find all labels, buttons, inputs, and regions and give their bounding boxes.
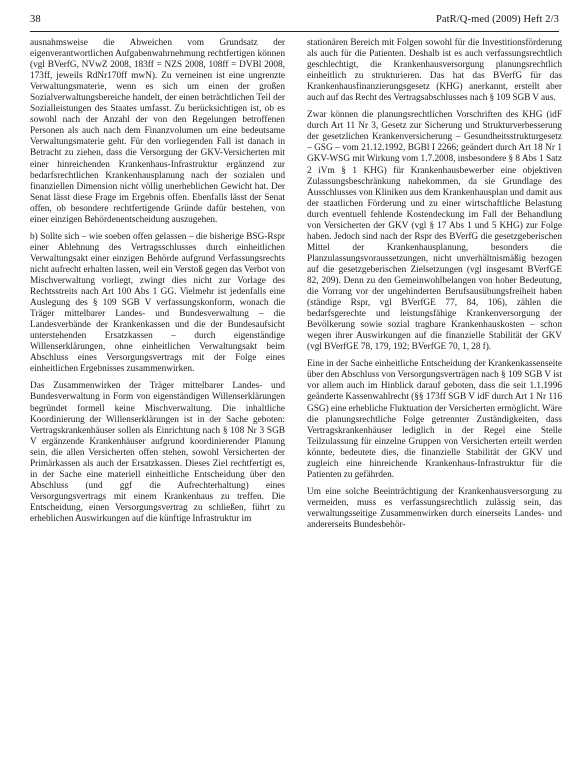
text-columns [30, 38, 562, 768]
paragraph: b) Sollte sich – wie soeben offen gelassen – die bisherige BSG-Rspr einer Ablehnung des Vertragsschlusses durch einheitlichen Verwaltungsakt einer einzigen Behörde aufgrund Verfassungsrechts nicht aufrecht erhalten lassen, weil ein Verstoß gegen das Verbot von Mischverwaltung vorliegt, zwingt dies nicht zur Vorlage des Rechtsstreits nach Art 100 Abs 1 GG. Vielmehr ist jedenfalls eine Auslegung des § 109 SGB V verfassungskonform, wonach die Träger mittelbarer Landes- und Bundesverwaltung – die Landesverbände der Krankenkassen und die der Bundesaufsicht unterstehenden Ersatzkassen – durch eigenständige Willenserklärungen, ohne einheitlichen Verwaltungsakt beim Abschluss eines Versorgungsvertrags mit der Folge eines einheitlichen Ergebnisses zusammenwirken. [30, 231, 285, 375]
paragraph: Um eine solche Beeinträchtigung der Krankenhausversorgung zu vermeiden, muss es verfassungsrechtlich zulässig sein, das verwaltungsseitige Zusammenwirken durch einerseits Landes- und andererseits Bundesbehör- [307, 486, 562, 530]
paragraph: stationären Bereich mit Folgen sowohl für die Investitionsförderung als auch für die Patienten. Deshalb ist es auch verfassungsrechtlich geschlechtigt, die Krankenhausversorgung planungsrechtlich einheitlich zu strukturieren. Das hat das BVerfG für das Krankenhausfinanzierungsgesetz (KHG) anerkannt, erstellt aber auch auf das Recht des Vertragsabschlusses nach § 109 SGB V aus. [307, 38, 562, 104]
journal-reference: PatR/Q-med (2009) Heft 2/3 [435, 14, 559, 25]
header-rule [30, 31, 559, 32]
left-column [30, 38, 285, 768]
paragraph: Eine in der Sache einheitliche Entscheidung der Krankenkassenseite über den Abschluss von Versorgungsverträgen nach § 109 SGB V ist vor allem auch im Hinblick darauf geboten, dass die seit 1.1.1996 geänderte Kassenwahlrecht (§§ 173ff SGB V idF durch Art 1 Nr 116 GSG) eine erhebliche Fluktuation der Versicherten ermöglicht. Wäre die planungsrechtliche Folge getrennter Zuständigkeiten, dass Vertragskrankenhäuser lediglich in der Regel eine Stelle Teilzulassung für einzelne Gruppen von Versicherten erteilt werden könnte, bedeutete dies, die finanzielle Stabilität der GKV und zugleich eine hinreichende Krankenhaus-Infrastruktur für die Patienten zu gefährden. [307, 359, 562, 480]
paragraph: ausnahmsweise die Abweichen vom Grundsatz der eigenverantwortlichen Aufgabenwahrnehmung rechtfertigen können (vgl BVerfG, NVwZ 2008, 183ff = NZS 2008, 108ff = DVBl 2008, 173ff, jeweils RdNr170ff mwN). Zu verneinen ist eine ungrenzte Verwaltungsmaterie, wenn es sich um einen der großen Sozialverwaltungsbereiche handelt, der einen beträchtlichen Teil der Sozialleistungen des Staates umfasst. Zu berücksichtigen ist, ob es sowohl nach der Anzahl der von den Regelungen betroffenen Personen als auch nach dem Finanzvolumen um eine bedeutsame Verwaltungsmaterie geht. Für den vorliegenden Fall ist danach in Betracht zu ziehen, dass die Versorgung der GKV-Versicherten mit einer hinreichenden Krankenhaus-Infrastruktur ergänzend zur bedarfsrechtlichen Krankenhausplanung nach der sozialen und finanziellen Dimension nicht völlig unerheblichen Gewicht hat. Der Senat lässt diese Frage im Ergebnis offen. Ebenfalls lässt der Senat offen, ob besondere rechtfertigende Gründe dafür bestehen, von einer einzigen Behördenentscheidung auszugehen. [30, 38, 285, 225]
page-number: 38 [30, 14, 41, 25]
paragraph: Zwar können die planungsrechtlichen Vorschriften des KHG (idF durch Art 11 Nr 3, Gesetz zur Sicherung und Strukturverbesserung der gesetzlichen Krankenversicherung – Gesundheitsstrukturgesetz – GSG – vom 21.12.1992, BGBl I 2266; geändert durch Art 18 Nr 1 GKV-WSG mit Wirkung vom 1.7.2008, insbesondere § 8 Abs 1 Satz 2 iVm § 1 KHG) für Krankenhausbewerber eine objektiven Zulassungsbeschränkung nahekommen, da sie Grundlage des Ausschlusses von Kliniken aus dem Krankenhausplan und damit aus der staatlichen Förderung und zu einer wirtschaftliche Belastung durch eventuell fehlende Kostendeckung im Fall der Behandlung von Versicherten der GKV (vgl § 17 Abs 1 und 5 KHG) zur Folge haben. Jedoch sind nach der Rspr des BVerfG die gesetzgeberischen Mittel der Krankenhausplanung, besonders die Planzulassungsvoraussetzungen, nicht unverhältnismäßig bezogen auf die gesetzgeberischen Zielsetzungen (vgl insgesamt BVerfGE 82, 209). Denn zu den Gemeinwohlbelangen von hoher Bedeutung, die Vorrang vor der ungehinderten Berufsausübungsfreiheit haben (ständige Rspr, vgl BVerfGE 77, 84, 106), zählen die bedarfsgerechte und leistungsfähige Krankenversorgung der Bevölkerung sowie sozial tragbare Krankenhauskosten – schon wegen ihrer Auswirkungen auf die finanzielle Stabilität der GKV (vgl BVerfGE 78, 179, 192; BVerfGE 70, 1, 28 f). [307, 110, 562, 353]
page-header [30, 14, 567, 30]
paragraph: Das Zusammenwirken der Träger mittelbarer Landes- und Bundesverwaltung in Form von eigenständigen Willenserklärungen begründet formell keine Mischverwaltung. Die inhaltliche Koordinierung der Willenserklärungen ist in der Sache geboten: Vertragskrankenhäuser sollen als Einrichtung nach § 108 Nr 3 SGB V ergänzende Krankenhäuser aufgrund koordinierender Planung sein, die allen Versicherten offen stehen, sowohl Versicherten der Primärkassen als auch der Ersatzkassen. Dieses Ziel rechtfertigt es, in der Sache eine materiell einheitliche Entscheidung über den Abschluss (und ggf die Aufrechterhaltung) eines Versorgungsvertrags mit einem Krankenhaus zu treffen. Die Entscheidung, einen Versorgungsvertrag zu schließen, führt zu erheblichen Auswirkungen auf die künftige Infrastruktur im [30, 381, 285, 524]
right-column [307, 38, 562, 768]
